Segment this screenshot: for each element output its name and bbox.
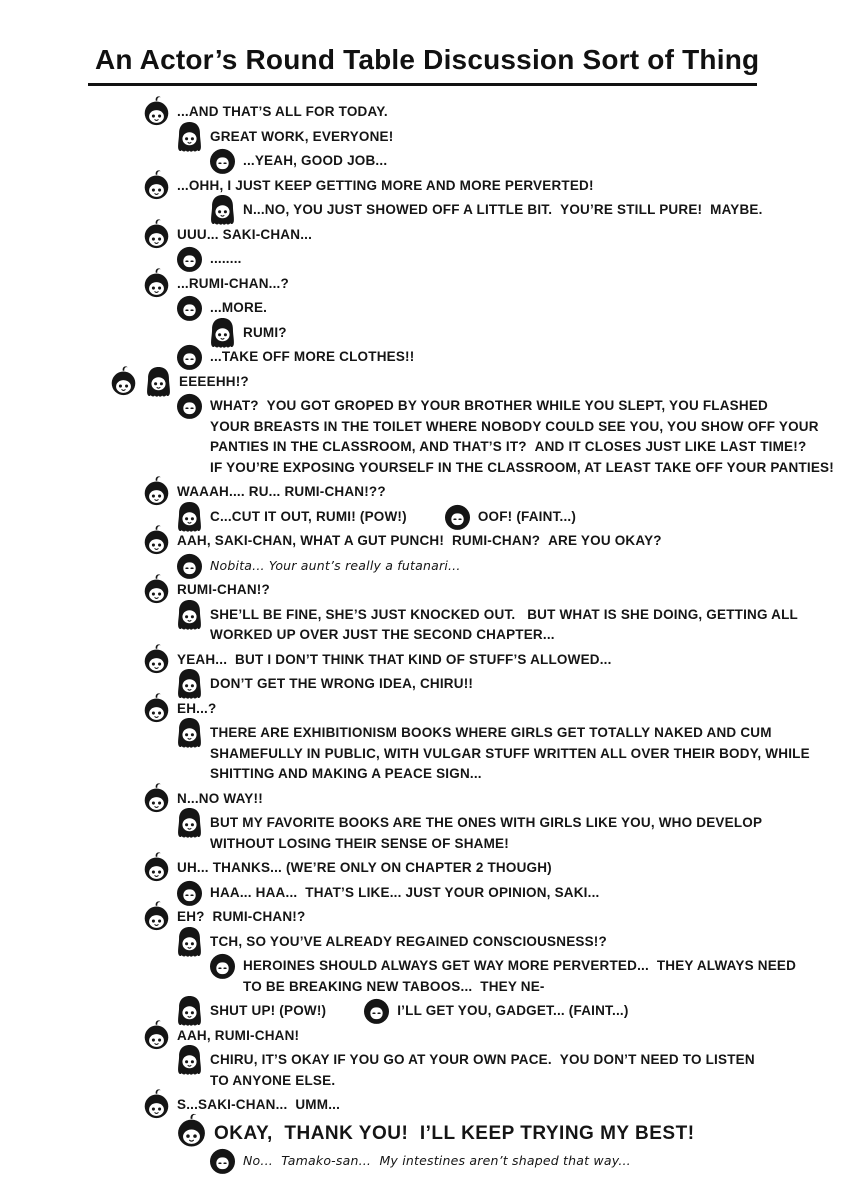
dialogue-segment [175,605,798,646]
dialogue-text: BUT MY FAVORITE BOOKS ARE THE ONES WITH GIRLS LIKE YOU, WHO DEVELOP WITHOUT LOSING THEIR SENSE OF SHAME! [210,815,763,851]
saki-face-icon [175,127,205,147]
dialogue-text: THERE ARE EXHIBITIONISM BOOKS WHERE GIRLS GET TOTALLY NAKED AND CUM SHAMEFULLY IN PUBLIC, WITH VULGAR STUFF WRITTEN ALL OVER THEIR BODY, WHILE SHITTING AND MAKING A PEACE SIGN... [210,725,810,781]
dialogue-line [90,650,850,671]
dialogue-segment [175,1050,755,1091]
chiru-face-icon [142,580,172,600]
dialogue-segment [208,956,796,997]
rumi-face-icon [208,1151,238,1171]
dialogue-text: ...MORE. [210,300,268,315]
saki-face-icon [144,372,174,392]
page-title: An Actor’s Round Table Discussion Sort of Thing [95,44,760,75]
dialogue-line [90,932,850,953]
dialogue-text: DON’T GET THE WRONG IDEA, CHIRU!! [210,676,474,691]
dialogue-text: WHAT? YOU GOT GROPED BY YOUR BROTHER WHILE YOU SLEPT, YOU FLASHED YOUR BREASTS IN THE TOILET WHERE NOBODY COULD SEE YOU, YOU SHOW OFF YOUR PANTIES IN THE CLASSROOM, AND THAT’S IT? AND IT CLOSES JUST LIKE LAST TIME!? IF YOU’RE EXPOSING YOURSELF IN THE CLASSROOM, AT LEAST TAKE OFF YOUR PANTIES! [210,398,834,475]
dialogue-segment [142,274,289,295]
saki-face-icon [175,932,205,952]
saki-face-icon [175,723,205,743]
saki-face-icon [175,1001,205,1021]
chiru-face-icon [142,789,172,809]
dialogue-text: AAH, SAKI-CHAN, WHAT A GUT PUNCH! RUMI-CHAN? ARE YOU OKAY? [177,533,662,548]
chiru-face-icon [175,1120,209,1147]
chiru-face-icon [142,274,172,294]
dialogue-segment [175,932,607,953]
dialogue-segment [208,151,387,172]
rumi-face-icon [175,347,205,367]
dialogue-text: UH... THANKS... (WE’RE ONLY ON CHAPTER 2 THOUGH) [177,860,552,875]
dialogue-text: HAA... HAA... THAT’S LIKE... JUST YOUR OPINION, SAKI... [210,884,600,900]
dialogue-line [90,1120,850,1147]
rumi-face-icon [175,883,205,903]
chiru-face-icon [142,907,172,927]
dialogue-text: AAH, RUMI-CHAN! [177,1027,300,1043]
chiru-face-icon [142,176,172,196]
dialogue-text: N...NO, YOU JUST SHOWED OFF A LITTLE BIT. YOU’RE STILL PURE! MAYBE. [243,202,763,217]
dialogue-text: SHUT UP! (POW!) [210,1003,327,1018]
dialogue-line [90,1151,850,1172]
dialogue-text: RUMI-CHAN!? [177,582,270,597]
rumi-face-icon [362,1001,392,1021]
dialogue-segment [142,225,312,246]
dialogue-text: SHE’LL BE FINE, SHE’S JUST KNOCKED OUT. BUT WHAT IS SHE DOING, GETTING ALL WORKED UP OVER JUST THE SECOND CHAPTER... [210,606,798,642]
dialogue-segment [175,883,599,904]
saki-face-icon [175,605,205,625]
dialogue-segment [142,531,662,552]
dialogue-segment [208,1151,631,1172]
dialogue-segment [175,396,834,478]
dialogue-text: HEROINES SHOULD ALWAYS GET WAY MORE PERVERTED... THEY ALWAYS NEED TO BE BREAKING NEW TABOOS... THEY NE- [243,958,797,994]
dialogue-line [90,605,850,646]
dialogue-text: Nobita... Your aunt’s really a futanari... [210,557,461,573]
dialogue-text: ...AND THAT’S ALL FOR TODAY. [177,104,388,119]
chiru-face-icon [142,1026,172,1046]
dialogue-text: EH...? [177,700,217,716]
chiru-face-icon [142,650,172,670]
chiru-face-icon [142,482,172,502]
chiru-face-icon [142,858,172,878]
dialogue-line [90,102,850,123]
dialogue-segment [175,1001,326,1022]
dialogue-segment [175,249,242,270]
dialogue-line [90,580,850,601]
dialogue-line [90,507,850,528]
dialogue-line [90,347,850,368]
dialogue-text: GREAT WORK, EVERYONE! [210,128,394,144]
dialogue-segment [208,323,287,344]
dialogue-segment [362,1001,628,1022]
dialogue-line [90,200,850,221]
page-header [0,0,850,86]
dialogue-segment [175,347,414,368]
dialogue-line [90,274,850,295]
rumi-face-icon [175,249,205,269]
rumi-face-icon [175,298,205,318]
dialogue-segment [175,674,473,695]
dialogue-line [90,531,850,552]
dialogue-line [90,1001,850,1022]
dialogue-line [90,323,850,344]
saki-face-icon [175,1050,205,1070]
dialogue-line [90,249,850,270]
chiru-face-icon [142,699,172,719]
dialogue-segment [142,1095,340,1116]
dialogue-text: CHIRU, IT’S OKAY IF YOU GO AT YOUR OWN PACE. YOU DON’T NEED TO LISTEN TO ANYONE ELSE. [210,1052,755,1088]
dialogue-text: ...RUMI-CHAN...? [177,275,289,291]
dialogue-segment [208,200,763,221]
dialogue-line [90,225,850,246]
dialogue-line [90,956,850,997]
rumi-face-icon [208,151,238,171]
dialogue-line [90,813,850,854]
dialogue-text: No... Tamako-san... My intestines aren’t shaped that way... [243,1152,631,1168]
dialogue-line [90,372,850,393]
rumi-face-icon [175,556,205,576]
dialogue-segment [175,1120,695,1147]
dialogue-segment [175,813,762,854]
dialogue-text: OOF! (FAINT...) [477,508,577,524]
dialogue-text: TCH, SO YOU’VE ALREADY REGAINED CONSCIOUSNESS!? [210,933,607,949]
saki-face-icon [175,813,205,833]
dialogue-text: ...YEAH, GOOD JOB... [243,153,388,168]
dialogue-text: C...CUT IT OUT, RUMI! (POW!) [210,508,407,524]
dialogue-line [90,176,850,197]
dialogue-line [90,151,850,172]
dialogue-segment [142,1026,299,1047]
dialogue-text: N...NO WAY!! [177,790,263,806]
dialogue-line [90,883,850,904]
dialogue-list [0,86,850,1171]
dialogue-text: EEEEHH!? [179,373,249,389]
dialogue-line [90,127,850,148]
dialogue-line [90,858,850,879]
dialogue-text: OKAY, THANK YOU! I’LL KEEP TRYING MY BEST! [214,1122,695,1144]
rumi-face-icon [208,956,238,976]
dialogue-line [90,907,850,928]
dialogue-text: ...OHH, I JUST KEEP GETTING MORE AND MORE PERVERTED! [177,177,594,193]
dialogue-segment [175,723,810,785]
dialogue-line [90,699,850,720]
saki-face-icon [208,323,238,343]
dialogue-segment [142,650,612,671]
dialogue-line [90,298,850,319]
dialogue-segment [175,556,461,577]
dialogue-line [90,723,850,785]
chiru-face-icon [109,372,139,392]
rumi-face-icon [175,396,205,416]
dialogue-segment [142,907,305,928]
dialogue-text: UUU... SAKI-CHAN... [177,226,313,242]
dialogue-text: S...SAKI-CHAN... UMM... [177,1097,341,1112]
saki-face-icon [175,507,205,527]
chiru-face-icon [142,531,172,551]
chiru-face-icon [142,225,172,245]
dialogue-segment [175,507,407,528]
saki-face-icon [175,674,205,694]
chiru-face-icon [142,102,172,122]
dialogue-segment [443,507,576,528]
saki-face-icon [208,200,238,220]
dialogue-line [90,789,850,810]
dialogue-text: ........ [210,251,242,266]
dialogue-text: RUMI? [243,324,287,340]
dialogue-line [90,396,850,478]
dialogue-line [90,674,850,695]
dialogue-text: EH? RUMI-CHAN!? [177,909,306,924]
dialogue-text: ...TAKE OFF MORE CLOTHES!! [210,349,415,364]
dialogue-line [90,1050,850,1091]
dialogue-line [90,1026,850,1047]
dialogue-text: YEAH... BUT I DON’T THINK THAT KIND OF STUFF’S ALLOWED... [177,651,612,667]
dialogue-line [90,556,850,577]
dialogue-segment [142,580,270,601]
dialogue-text: I’LL GET YOU, GADGET... (FAINT...) [397,1003,629,1018]
rumi-face-icon [443,507,473,527]
dialogue-text: WAAAH.... RU... RUMI-CHAN!?? [177,484,386,499]
chiru-face-icon [142,1095,172,1115]
